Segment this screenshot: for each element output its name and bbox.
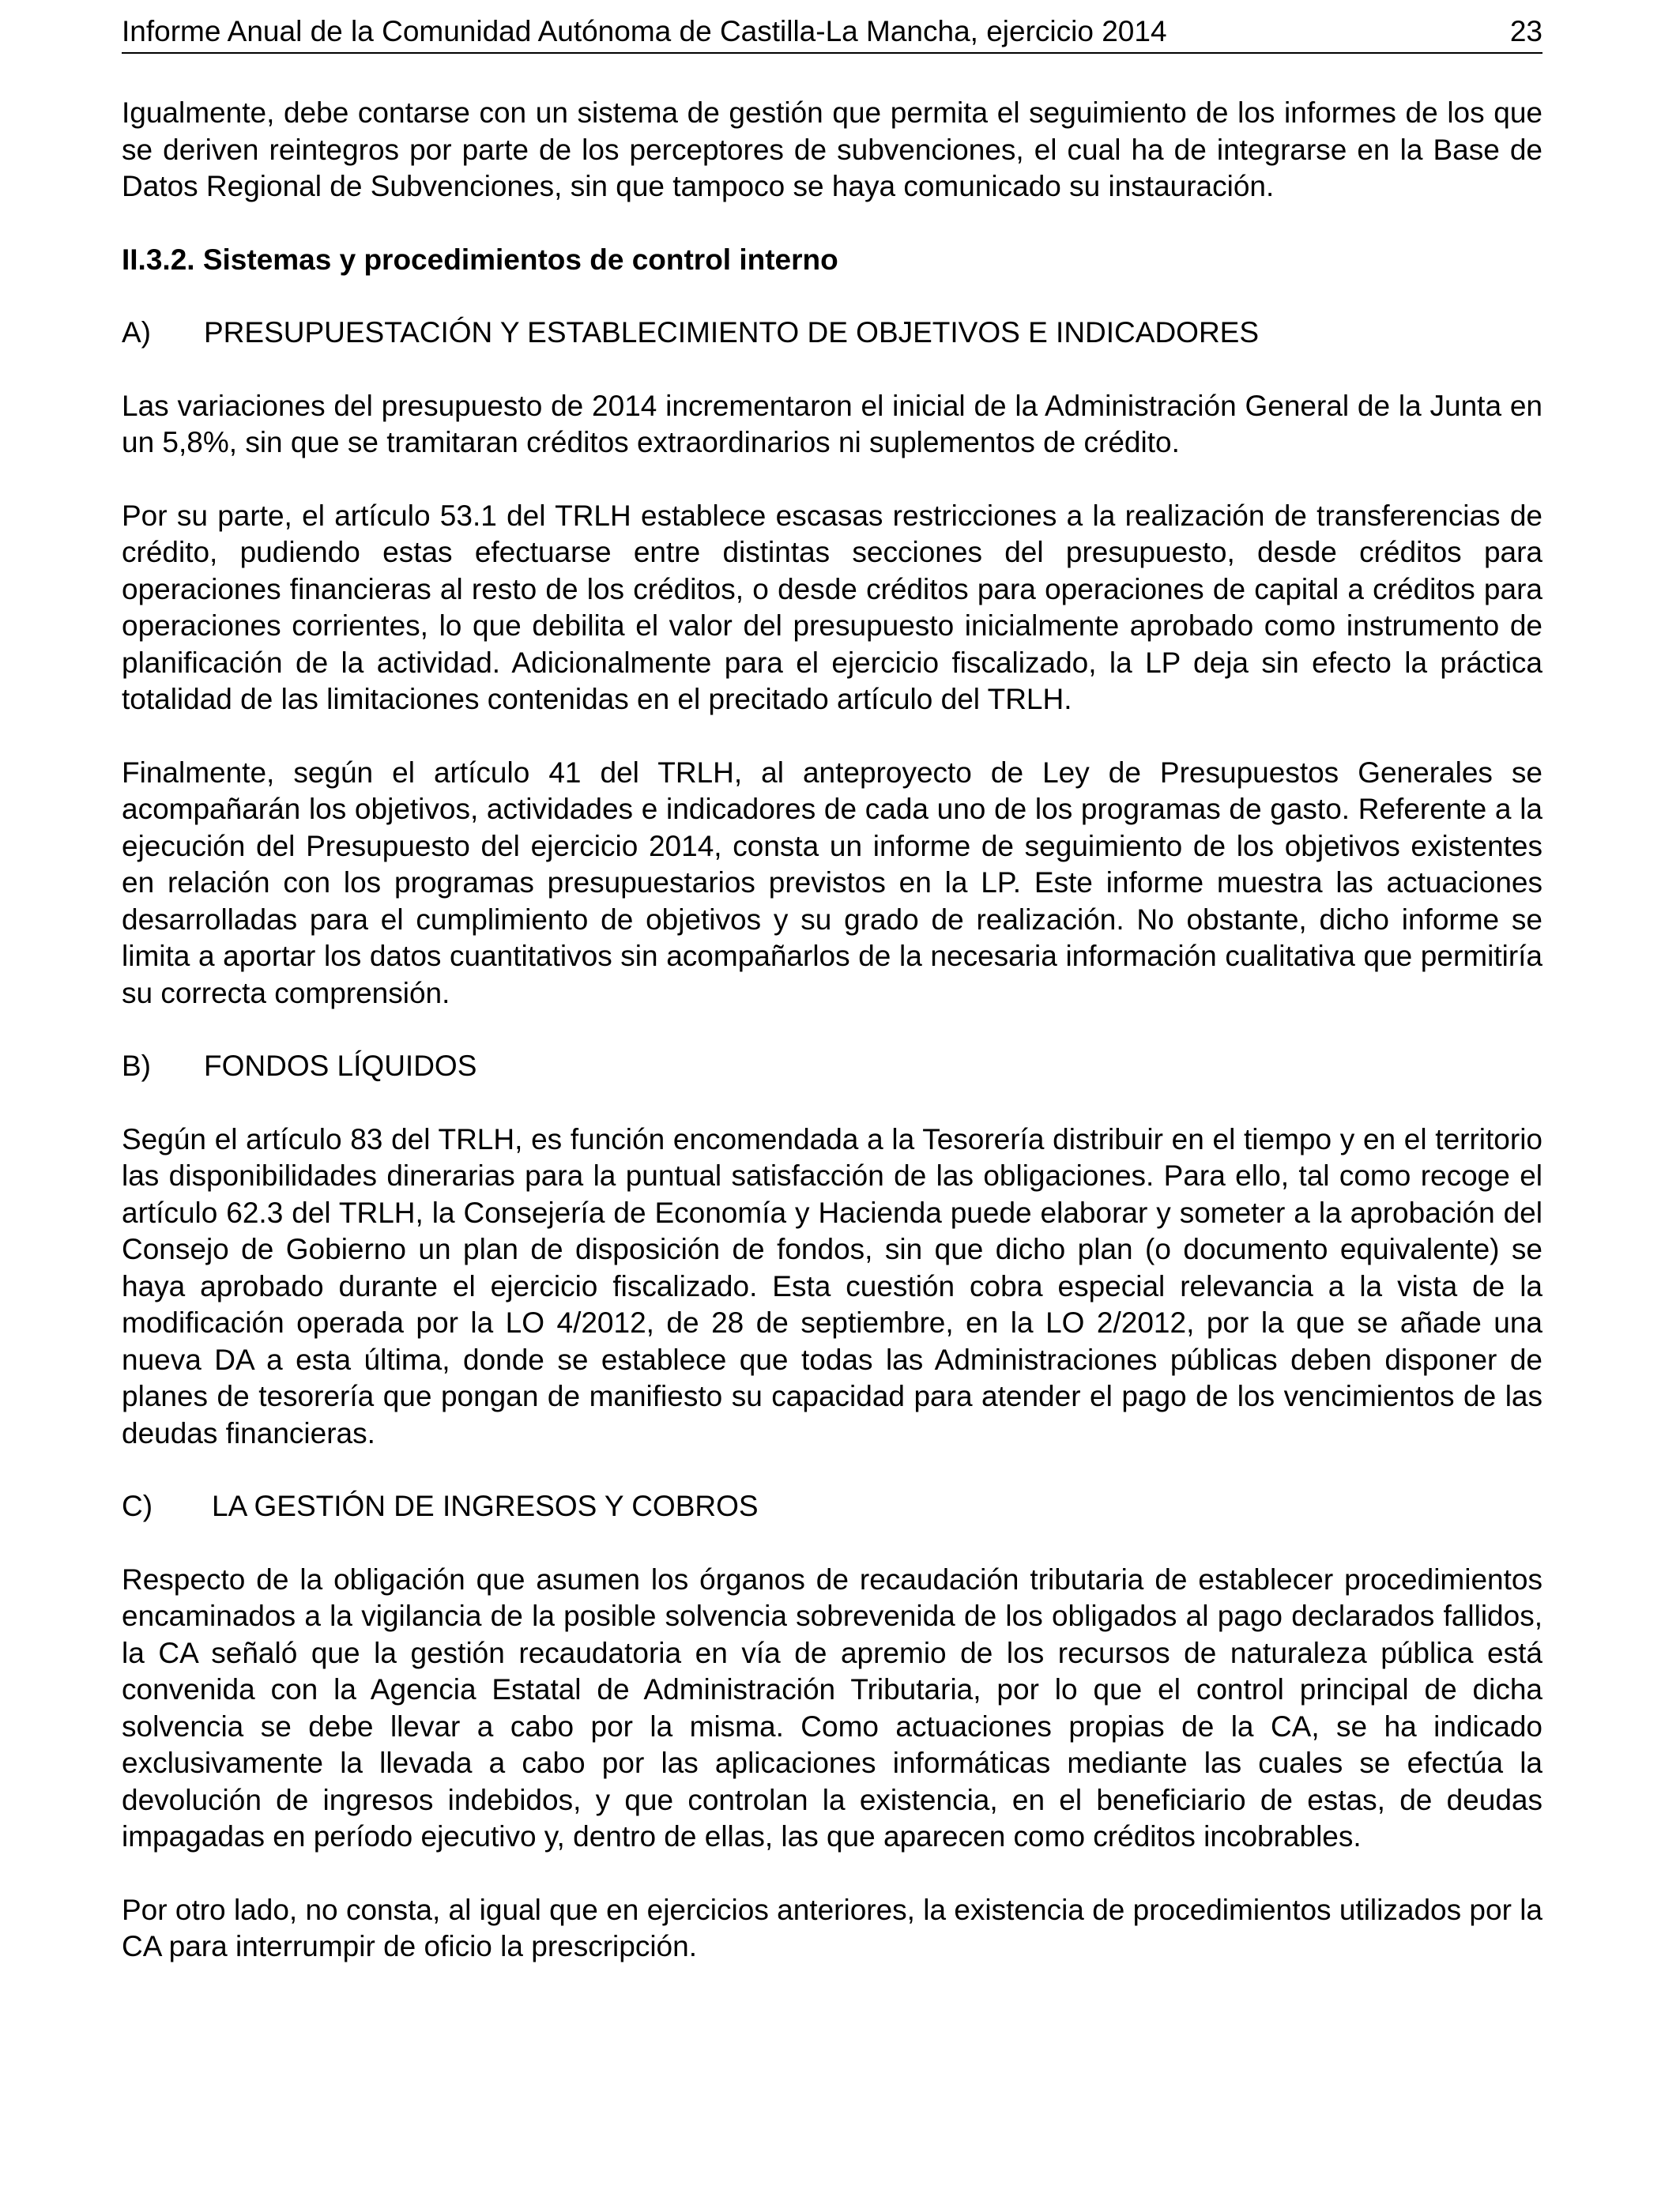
header-title: Informe Anual de la Comunidad Autónoma de Castilla-La Mancha, ejercicio 2014: [122, 15, 1167, 47]
paragraph-variaciones: Las variaciones del presupuesto de 2014 incrementaron el inicial de la Administración General de la Junta en un 5,8%, sin que se tramitaran créditos extraordinarios ni suplementos de crédito.: [122, 389, 1543, 458]
paragraph-tesoreria: Según el artículo 83 del TRLH, es función encomendada a la Tesorería distribuir en el tiempo y en el territorio las disponibilidades dinerarias para la puntual satisfacción de las obligaciones. Para ello, tal como recoge el artículo 62.3 del TRLH, la Consejería de Economía y Hacienda puede elaborar y someter a la aprobación del Consejo de Gobierno un plan de disposición de fondos, sin que dicho plan (o documento equivalente) se haya aprobado durante el ejercicio fiscalizado. Esta cuestión cobra especial relevancia a la vista de la modificación operada por la LO 4/2012, de 28 de septiembre, en la LO 2/2012, por la que se añade una nueva DA a esta última, donde se establece que todas las Administraciones públicas deben disponer de planes de tesorería que pongan de manifiesto su capacidad para atender el pago de los vencimientos de las deudas financieras.: [122, 1122, 1543, 1449]
subheading-a-title: PRESUPUESTACIÓN Y ESTABLECIMIENTO DE OBJETIVOS E INDICADORES: [204, 316, 1260, 349]
section-heading: II.3.2. Sistemas y procedimientos de control interno: [122, 243, 838, 276]
paragraph-recaudacion: Respecto de la obligación que asumen los órganos de recaudación tributaria de establecer procedimientos encaminados a la vigilancia de la posible solvencia sobrevenida de los obligados al pago declarados fallidos, la CA señaló que la gestión recaudatoria en vía de apremio de los recursos de naturaleza pública está convenida con la Agencia Estatal de Administración Tributaria, por lo que el control principal de dicha solvencia se debe llevar a cabo por la misma. Como actuaciones propias de la CA, se ha indicado exclusivamente la llevada a cabo por las aplicaciones informáticas mediante las cuales se efectúa la devolución de ingresos indebidos, y que controlan la existencia, en el beneficiario de estas, de deudas impagadas en período ejecutivo y, dentro de ellas, las que aparecen como créditos incobrables.: [122, 1563, 1543, 1853]
subheading-b: [122, 1048, 1543, 1085]
document-body: [122, 95, 1543, 1966]
subheading-c-letter: C): [122, 1490, 153, 1522]
paragraph-subvenciones: Igualmente, debe contarse con un sistema de gestión que permita el seguimiento de los informes de los que se deriven reintegros por parte de los perceptores de subvenciones, el cual ha de integrarse en la Base de Datos Regional de Subvenciones, sin que tampoco se haya comunicado su instauración.: [122, 96, 1543, 202]
page-header: [122, 11, 1543, 54]
subheading-c: [122, 1488, 1543, 1525]
paragraph-articulo-53: Por su parte, el artículo 53.1 del TRLH establece escasas restricciones a la realización de transferencias de crédito, pudiendo estas efectuarse entre distintas secciones del presupuesto, desde créditos para operaciones financieras al resto de los créditos, o desde créditos para operaciones de capital a créditos para operaciones corrientes, lo que debilita el valor del presupuesto inicialmente aprobado como instrumento de planificación de la actividad. Adicionalmente para el ejercicio fiscalizado, la LP deja sin efecto la práctica totalidad de las limitaciones contenidas en el precitado artículo del TRLH.: [122, 499, 1543, 715]
paragraph-prescripcion: Por otro lado, no consta, al igual que en ejercicios anteriores, la existencia de procedimientos utilizados por la CA para interrumpir de oficio la prescripción.: [122, 1893, 1543, 1962]
page-number: 23: [1509, 15, 1543, 47]
subheading-a-letter: A): [122, 316, 151, 349]
paragraph-articulo-41: Finalmente, según el artículo 41 del TRLH, al anteproyecto de Ley de Presupuestos Generales se acompañarán los objetivos, actividades e indicadores de cada uno de los programas de gasto. Referente a la ejecución del Presupuesto del ejercicio 2014, consta un informe de seguimiento de los objetivos existentes en relación con los programas presupuestarios previstos en la LP. Este informe muestra las actuaciones desarrolladas para el cumplimiento de objetivos y su grado de realización. No obstante, dicho informe se limita a aportar los datos cuantitativos sin acompañarlos de la necesaria información cualitativa que permitiría su correcta comprensión.: [122, 756, 1543, 1009]
subheading-b-letter: B): [122, 1050, 151, 1082]
subheading-b-title: FONDOS LÍQUIDOS: [204, 1050, 477, 1082]
subheading-a: [122, 315, 1543, 352]
subheading-c-title: LA GESTIÓN DE INGRESOS Y COBROS: [212, 1490, 759, 1522]
